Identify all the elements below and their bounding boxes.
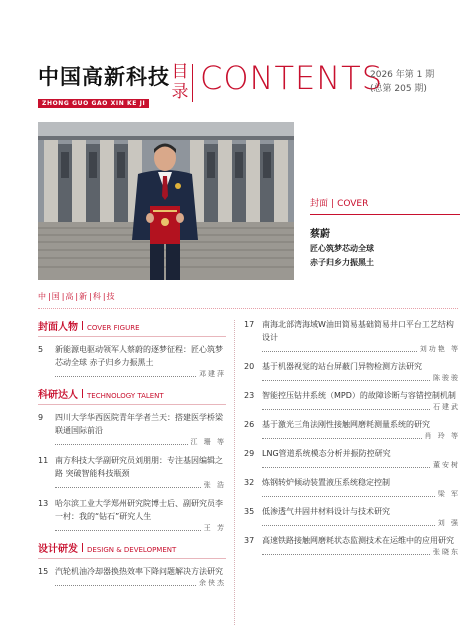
section-rule [38,336,226,337]
toc-entry-title: 炼钢转炉倾动装置液压系统稳定控制 [262,478,390,487]
toc-entry-author-line [262,547,460,558]
cover-heading [310,196,460,209]
cover-person-name: 蔡蔚 [310,229,330,240]
toc-entry-author: 陈骏骏 [433,374,460,382]
leader-dots [262,351,417,352]
leader-dots [262,380,430,381]
section-rule [38,558,226,559]
logo-chinese-title: 中国高新科技 [38,64,170,89]
toc-entry-page: 9 [38,413,44,422]
toc-entry-body [55,565,226,589]
toc-entry-author-line [262,518,460,529]
toc-entry-title: 高速铁路接触网磨耗状态监测技术在运维中的应用研究 [262,536,454,545]
toc-entry-author-line [262,431,460,442]
column-divider [234,320,235,625]
toc-entry-page: 15 [38,567,49,576]
toc-entry-body [262,447,460,471]
toc-entry-body [55,454,226,491]
toc-entry-body [262,476,460,500]
toc-entry-author: 梁 军 [437,490,460,498]
toc-section [38,318,226,380]
leader-dots [262,409,430,410]
leader-dots [55,530,201,531]
toc-entry-page: 17 [244,320,255,329]
toc-entry[interactable] [244,505,460,529]
brand-strip: 中|国|高|新|科|技 [38,292,116,301]
toc-entry[interactable] [244,534,460,558]
toc-entry-author: 江 珊 等 [190,438,226,446]
toc-entry[interactable] [244,476,460,500]
toc-entry-body [262,389,460,413]
toc-entry-body [262,418,460,442]
leader-dots [262,554,430,555]
issue-total: (总第 205 期) [370,84,427,94]
cover-subtitle-1: 匠心筑梦芯动全球 [310,244,374,253]
toc-entry-author-line [55,578,226,589]
toc-entry-author: 刘 强 [437,519,460,527]
toc-entry-page: 5 [38,345,44,354]
toc-entry-page: 11 [38,456,49,465]
toc-entry-body [55,497,226,534]
toc-entry[interactable] [244,418,460,442]
toc-entry-author-line [262,460,460,471]
section-heading [38,318,226,333]
toc-entry-author-line [262,489,460,500]
toc-entry-author: 邓建萍 [199,370,226,378]
toc-entry-author-line [55,437,226,448]
section-separator [82,321,83,330]
toc-entry-title: 低渗透气井固井材料设计与技术研究 [262,507,390,516]
brand-char: 技 [106,292,116,301]
toc-entry-author: 张 浩 [203,481,226,489]
toc-entry-title: 智能控压钻井系统（MPD）的故障诊断与容错控制机制 [262,391,456,400]
toc-entry-title: 哈尔滨工业大学郑州研究院博士后、副研究员李一村：我的“钻石”研究人生 [55,499,223,521]
header-divider [192,64,193,102]
cover-heading-cn: 封面 [310,199,329,209]
toc-entry[interactable] [38,343,226,380]
toc-entry-page: 37 [244,536,255,545]
toc-right-column [244,318,460,563]
toc-char-2: 录 [171,82,189,102]
toc-char-1: 目 [171,62,189,82]
toc-entry[interactable] [38,411,226,448]
toc-entry[interactable] [244,318,460,355]
brand-char: 中 [38,292,47,301]
section-separator [82,389,83,398]
brand-char: 国 [51,292,61,301]
leader-dots [262,467,430,468]
toc-entry-title: 四川大学华西医院青年学者兰天：搭建医学桥梁 联通国际前沿 [55,413,223,435]
section-divider [38,308,458,309]
toc-entry-page: 13 [38,499,49,508]
section-title-en: DESIGN & DEVELOPMENT [87,546,177,554]
toc-entry-body [262,505,460,529]
cover-photo-illustration [38,122,294,280]
toc-entry-page: 35 [244,507,255,516]
leader-dots [55,585,196,586]
toc-entry-author-line [55,480,226,491]
section-rule [38,404,226,405]
section-title-en: TECHNOLOGY TALENT [87,392,164,400]
section-heading [38,386,226,401]
section-title-cn: 科研达人 [38,390,78,401]
brand-char: 新 [79,292,89,301]
leader-dots [55,487,201,488]
toc-entry-body [262,534,460,558]
toc-entry[interactable] [38,565,226,589]
toc-entry-body [55,411,226,448]
toc-section [38,540,226,589]
toc-entry-author: 董安树 [433,461,460,469]
toc-left-column [38,318,226,595]
section-title-en: COVER FIGURE [87,324,140,332]
leader-dots [262,496,435,497]
issue-info [370,68,434,96]
magazine-logo [38,64,170,109]
toc-entry-author: 肖 玲 等 [424,432,460,440]
leader-dots [55,376,196,377]
section-heading [38,540,226,555]
toc-entry-page: 29 [244,449,255,458]
toc-entry-title: 汽轮机油冷却器换热效率下降问题解决方法研究 [55,567,223,576]
toc-entry-author: 余侠杰 [199,579,226,587]
toc-entry[interactable] [244,389,460,413]
leader-dots [262,525,435,526]
toc-entry-title: 南方科技大学副研究员刘朋朋：专注基因编辑之路 突破智能科技瓶颈 [55,456,223,478]
issue-number: 2026 年第 1 期 [370,70,435,80]
cover-subtitle-2: 赤子归乡力振黑土 [310,258,374,267]
toc-entry-body [262,360,460,384]
logo-pinyin-banner: ZHONG GUO GAO XIN KE JI [38,99,149,108]
toc-entry-page: 23 [244,391,255,400]
toc-entry-author-line [55,369,226,380]
toc-entry-page: 32 [244,478,255,487]
toc-entry-author-line [262,373,460,384]
cover-caption [310,196,460,268]
toc-chinese-label [170,62,190,102]
toc-entry-author: 刘功艳 等 [419,345,460,353]
toc-entry[interactable] [38,497,226,534]
toc-entry-title: 南海北部湾海域W油田简易基础简易井口平台工艺结构设计 [262,320,454,342]
toc-entry-author: 王 芳 [203,524,226,532]
toc-entry-page: 20 [244,362,255,371]
brand-char: 科 [92,292,102,301]
section-title-cn: 设计研发 [38,544,78,555]
contents-heading: CONTENTS [200,59,384,97]
toc-entry-title: 基于机器视觉的站台屏蔽门异物检测方法研究 [262,362,422,371]
toc-entry[interactable] [38,454,226,491]
section-separator [82,543,83,552]
toc-entry-author: 张晓东 [433,548,460,556]
cover-heading-en: COVER [337,199,369,209]
cover-photo [38,122,294,280]
section-title-cn: 封面人物 [38,322,78,333]
toc-entry[interactable] [244,360,460,384]
toc-entry[interactable] [244,447,460,471]
toc-entry-title: LNG管道系统模态分析并振防控研究 [262,449,391,458]
cover-heading-separator: | [331,199,335,209]
toc-entry-body [262,318,460,355]
toc-entry-author-line [55,523,226,534]
toc-section [38,386,226,534]
toc-entry-author: 石建武 [433,403,460,411]
toc-entry-author-line [262,344,460,355]
leader-dots [262,438,422,439]
toc-entry-page: 26 [244,420,255,429]
leader-dots [55,444,188,445]
brand-char: 高 [65,292,75,301]
toc-entry-title: 新能源电驱动领军人蔡蔚的逐梦征程：匠心筑梦芯动全球 赤子归乡力振黑土 [55,345,223,367]
toc-entry-title: 基于激光三角法刚性接触网磨耗测量系统的研究 [262,420,430,429]
toc-entry-body [55,343,226,380]
toc-entry-author-line [262,402,460,413]
cover-rule [310,214,460,215]
